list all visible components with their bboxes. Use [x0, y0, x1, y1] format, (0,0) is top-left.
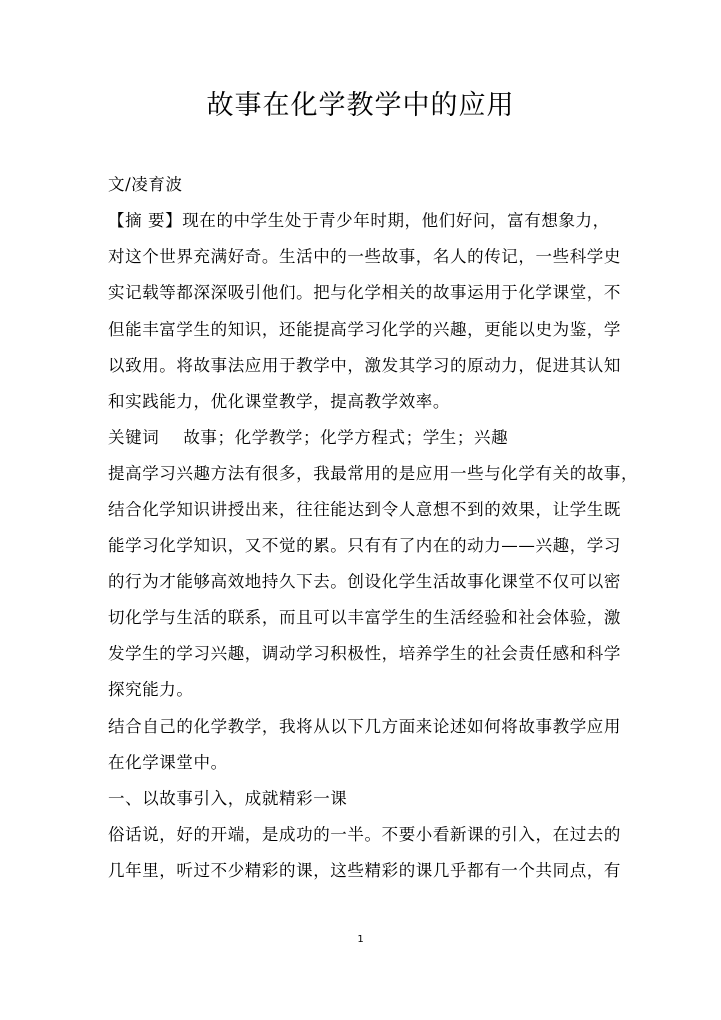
- abstract-line: 对这个世界充满好奇。生活中的一些故事，名人的传记，一些科学史: [108, 247, 621, 266]
- abstract-line: 实记载等都深深吸引他们。把与化学相关的故事运用于化学课堂，不: [108, 283, 621, 302]
- section-line: 几年里，听过不少精彩的课，这些精彩的课几乎都有一个共同点，有: [108, 861, 621, 880]
- body-line: 探究能力。: [108, 680, 194, 699]
- section-heading: 一、以故事引入，成就精彩一课: [108, 789, 348, 808]
- document-title: 故事在化学教学中的应用: [206, 90, 515, 121]
- section-line: 俗话说，好的开端，是成功的一半。不要小看新课的引入，在过去的: [108, 825, 621, 844]
- body-line: 提高学习兴趣方法有很多，我最常用的是应用一些与化学有关的故事，: [108, 464, 639, 483]
- keywords-line: [108, 427, 618, 449]
- abstract-line: 以致用。将故事法应用于教学中，激发其学习的原动力，促进其认知: [108, 356, 621, 375]
- abstract-line: 【摘 要】现在的中学生处于青少年时期，他们好问，富有想象力，: [108, 211, 610, 230]
- body-line: 切化学与生活的联系，而且可以丰富学生的生活经验和社会体验，激: [108, 608, 621, 627]
- keywords-value: 故事；化学教学；化学方程式；学生；兴趣: [183, 428, 509, 447]
- body-line: 结合化学知识讲授出来，往往能达到令人意想不到的效果，让学生既: [108, 500, 621, 519]
- body-line: 能学习化学知识，又不觉的累。只有有了内在的动力——兴趣，学习: [108, 536, 621, 555]
- body-line: 的行为才能够高效地持久下去。创设化学生活故事化课堂不仅可以密: [108, 572, 621, 591]
- body-line: 结合自己的化学教学，我将从以下几方面来论述如何将故事教学应用: [108, 717, 621, 736]
- keywords-label: 关键词: [108, 428, 160, 447]
- body-line: 发学生的学习兴趣，调动学习积极性，培养学生的社会责任感和科学: [108, 644, 621, 663]
- abstract-line: 但能丰富学生的知识，还能提高学习化学的兴趣，更能以史为鉴，学: [108, 320, 621, 339]
- author-line: 文/凌育波: [108, 175, 183, 194]
- abstract-line: 和实践能力，优化课堂教学，提高教学效率。: [108, 392, 450, 411]
- page-number: 1: [357, 934, 364, 945]
- body-line: 在化学课堂中。: [108, 753, 228, 772]
